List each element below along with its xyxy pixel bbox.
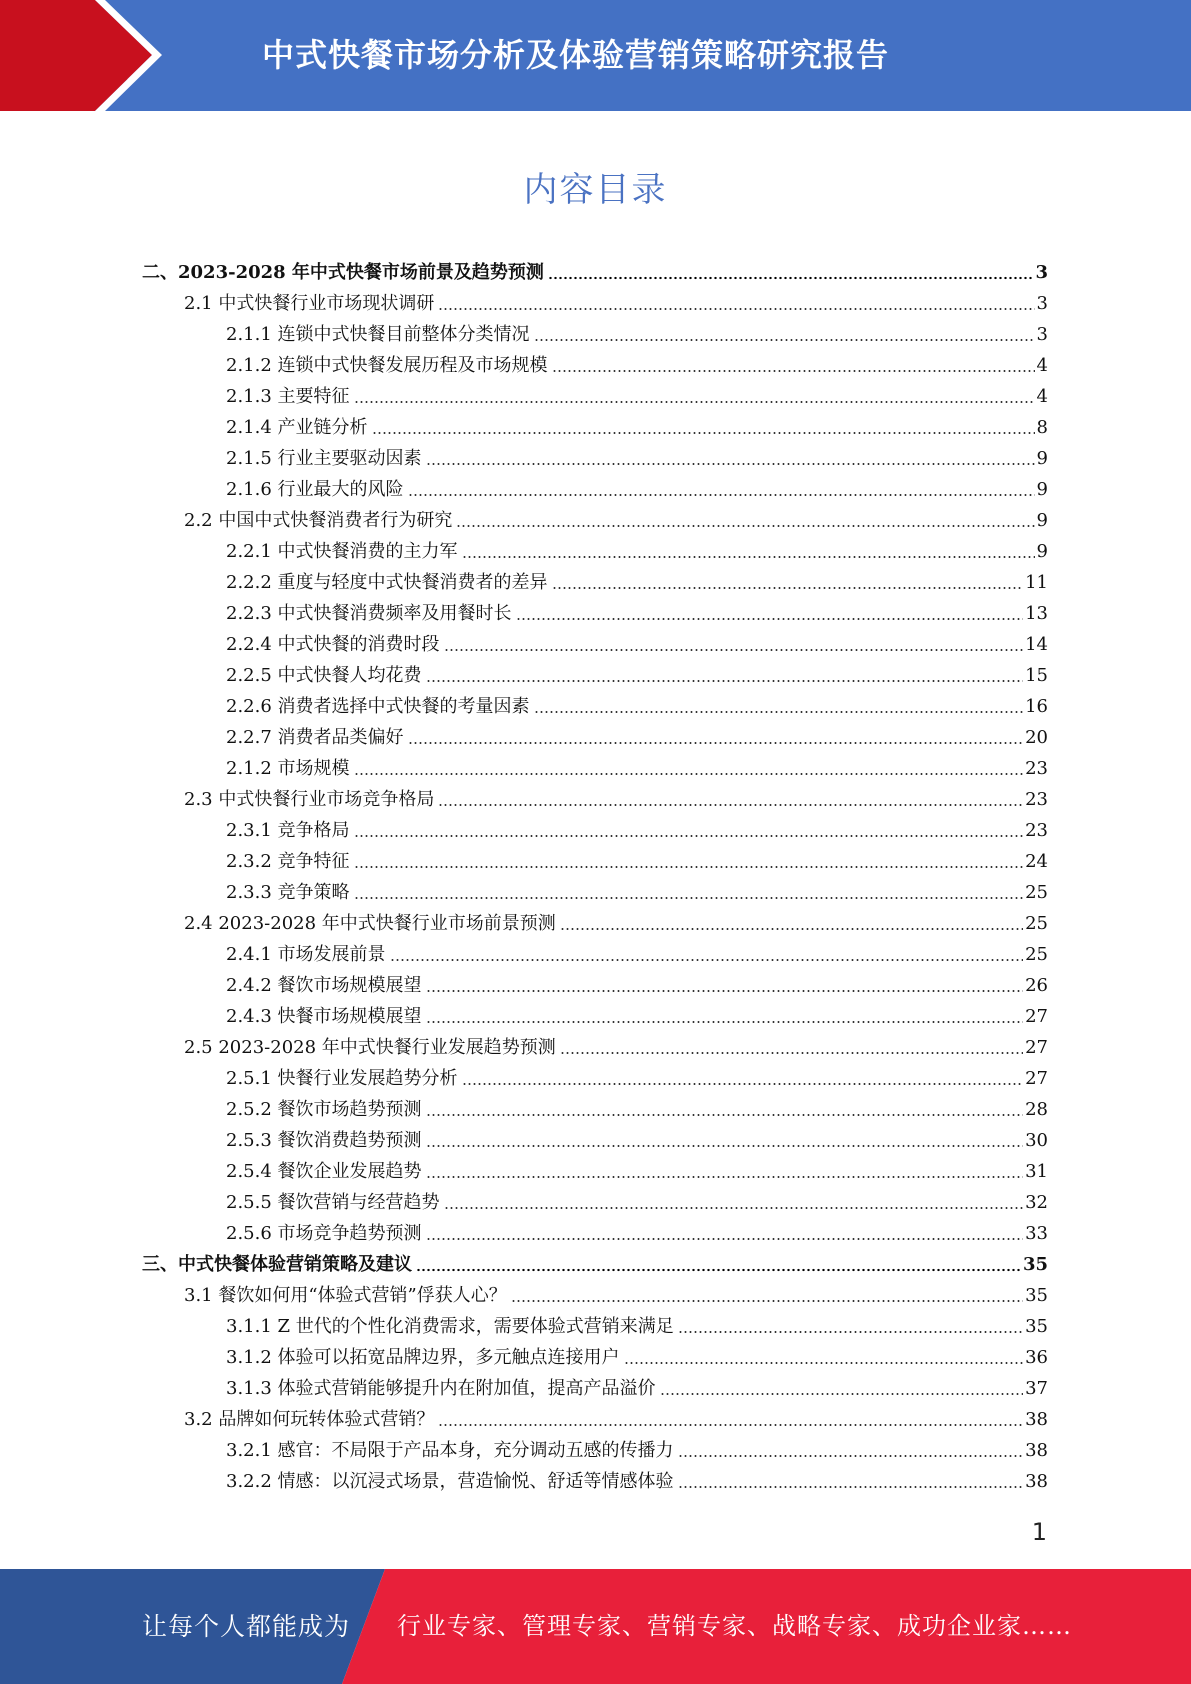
toc-entry[interactable] [226, 935, 1048, 966]
toc-entry[interactable] [226, 749, 1048, 780]
toc-entry-page: 3 [1036, 324, 1048, 345]
toc-entry-label: 2.5.1 快餐行业发展趋势分析 [226, 1068, 458, 1089]
toc-entry-label: 2.5.4 餐饮企业发展趋势 [226, 1161, 422, 1182]
toc-entry-page: 38 [1025, 1409, 1048, 1430]
toc-entry-label: 2.5 2023-2028 年中式快餐行业发展趋势预测 [184, 1037, 556, 1058]
toc-entry-page: 26 [1025, 975, 1048, 996]
toc-entry-label: 三、中式快餐体验营销策略及建议 [142, 1254, 412, 1275]
toc-entry[interactable] [226, 873, 1048, 904]
toc-entry-label: 二、2023-2028 年中式快餐市场前景及趋势预测 [142, 262, 544, 283]
toc-entry-label: 2.2.3 中式快餐消费频率及用餐时长 [226, 603, 512, 624]
toc-entry[interactable] [226, 594, 1048, 625]
toc-entry-page: 25 [1025, 913, 1048, 934]
toc-heading: 内容目录 [523, 170, 668, 210]
toc-entry-label: 2.1.6 行业最大的风险 [226, 479, 404, 500]
toc-entry-page: 25 [1025, 944, 1048, 965]
toc-entry-page: 4 [1036, 386, 1048, 407]
toc-entry-label: 2.1.1 连锁中式快餐目前整体分类情况 [226, 324, 530, 345]
toc-entry[interactable] [226, 315, 1048, 346]
toc-dot-leader [516, 617, 1024, 621]
toc-entry-label: 2.1.4 产业链分析 [226, 417, 368, 438]
toc-entry[interactable] [226, 1369, 1048, 1400]
toc-entry-page: 35 [1025, 1285, 1048, 1306]
toc-entry-label: 2.5.6 市场竞争趋势预测 [226, 1223, 422, 1244]
toc-entry[interactable] [226, 346, 1048, 377]
toc-dot-leader [354, 400, 1035, 404]
header-band [0, 0, 1191, 111]
toc-entry[interactable] [226, 377, 1048, 408]
toc-dot-leader [456, 524, 1034, 528]
toc-dot-leader [390, 958, 1024, 962]
toc-dot-leader [560, 927, 1023, 931]
toc-entry[interactable] [226, 470, 1048, 501]
toc-dot-leader [660, 1392, 1024, 1396]
toc-entry[interactable] [226, 811, 1048, 842]
toc-entry[interactable] [226, 1462, 1048, 1493]
toc-dot-leader [426, 679, 1024, 683]
toc-dot-leader [354, 896, 1024, 900]
toc-dot-leader [426, 1020, 1024, 1024]
toc-entry[interactable] [226, 439, 1048, 470]
toc-dot-leader [462, 555, 1035, 559]
toc-dot-leader [408, 493, 1035, 497]
toc-entry-page: 9 [1036, 541, 1048, 562]
toc-entry-label: 2.4.2 餐饮市场规模展望 [226, 975, 422, 996]
toc-entry[interactable] [184, 780, 1048, 811]
toc-dot-leader [534, 710, 1024, 714]
footer-band [0, 1569, 1191, 1684]
toc-entry[interactable] [226, 1214, 1048, 1245]
toc-entry-page: 24 [1025, 851, 1048, 872]
toc-entry[interactable] [226, 656, 1048, 687]
toc-entry-label: 2.3.3 竞争策略 [226, 882, 350, 903]
toc-entry-label: 2.4.3 快餐市场规模展望 [226, 1006, 422, 1027]
toc-entry[interactable] [226, 408, 1048, 439]
toc-entry-page: 23 [1025, 758, 1048, 779]
toc-entry-label: 2.2.1 中式快餐消费的主力军 [226, 541, 458, 562]
toc-dot-leader [678, 1485, 1024, 1489]
toc-entry-label: 2.1.5 行业主要驱动因素 [226, 448, 422, 469]
toc-entry-page: 15 [1025, 665, 1048, 686]
toc-dot-leader [560, 1051, 1023, 1055]
toc-entry-page: 3 [1036, 293, 1048, 314]
toc-entry-label: 2.4 2023-2028 年中式快餐行业市场前景预测 [184, 913, 556, 934]
toc-dot-leader [354, 772, 1024, 776]
toc-entry[interactable] [184, 501, 1048, 532]
toc-entry-page: 8 [1036, 417, 1048, 438]
footer-slogan-right: 行业专家、管理专家、营销专家、战略专家、成功企业家…… [397, 1612, 1072, 1640]
toc-dot-leader [416, 1268, 1021, 1272]
toc-entry-page: 4 [1036, 355, 1048, 376]
toc-entry-page: 32 [1025, 1192, 1048, 1213]
toc-entry-label: 2.3.1 竞争格局 [226, 820, 350, 841]
toc-entry-page: 3 [1035, 262, 1048, 283]
toc-dot-leader [511, 1299, 1023, 1303]
toc-entry-page: 9 [1036, 448, 1048, 469]
toc-entry[interactable] [184, 1400, 1048, 1431]
toc-entry-page: 23 [1025, 820, 1048, 841]
toc-entry[interactable] [142, 253, 1048, 284]
toc-dot-leader [678, 1330, 1023, 1334]
toc-entry-page: 20 [1025, 727, 1048, 748]
toc-entry[interactable] [226, 1121, 1048, 1152]
toc-entry[interactable] [184, 1276, 1048, 1307]
toc-dot-leader [624, 1361, 1024, 1365]
toc-entry-page: 37 [1025, 1378, 1048, 1399]
toc-entry-page: 38 [1025, 1440, 1048, 1461]
toc-dot-leader [444, 1206, 1024, 1210]
toc-entry[interactable] [184, 904, 1048, 935]
toc-dot-leader [438, 307, 1034, 311]
toc-entry[interactable] [184, 284, 1048, 315]
toc-entry[interactable] [226, 718, 1048, 749]
toc-dot-leader [408, 741, 1024, 745]
toc-entry-page: 33 [1025, 1223, 1048, 1244]
toc-entry[interactable] [226, 842, 1048, 873]
toc-dot-leader [438, 1423, 1023, 1427]
toc-entry[interactable] [226, 966, 1048, 997]
toc-entry-label: 3.1.2 体验可以拓宽品牌边界，多元触点连接用户 [226, 1347, 620, 1368]
toc-entry-label: 2.5.5 餐饮营销与经营趋势 [226, 1192, 440, 1213]
toc-dot-leader [462, 1082, 1024, 1086]
toc-entry-label: 2.2 中国中式快餐消费者行为研究 [184, 510, 453, 531]
toc-entry[interactable] [226, 532, 1048, 563]
toc-entry[interactable] [226, 1059, 1048, 1090]
toc-entry-page: 38 [1025, 1471, 1048, 1492]
page-number: 1 [1031, 1518, 1047, 1546]
toc-dot-leader [552, 586, 1024, 590]
toc-entry-page: 31 [1025, 1161, 1048, 1182]
toc-entry[interactable] [226, 625, 1048, 656]
toc-entry[interactable] [226, 1307, 1048, 1338]
toc-dot-leader [354, 865, 1024, 869]
toc-entry-label: 2.5.3 餐饮消费趋势预测 [226, 1130, 422, 1151]
toc-entry-label: 2.2.7 消费者品类偏好 [226, 727, 404, 748]
toc-entry[interactable] [226, 1183, 1048, 1214]
toc-entry-page: 27 [1025, 1068, 1048, 1089]
toc-dot-leader [438, 803, 1023, 807]
toc-entry-page: 35 [1025, 1316, 1048, 1337]
toc-entry-page: 27 [1025, 1037, 1048, 1058]
toc-dot-leader [548, 276, 1034, 280]
toc-entry[interactable] [226, 687, 1048, 718]
toc-entry-page: 11 [1025, 572, 1048, 593]
toc-entry-page: 30 [1025, 1130, 1048, 1151]
toc-entry-page: 35 [1022, 1254, 1048, 1275]
toc-entry-page: 14 [1025, 634, 1048, 655]
toc-entry-label: 3.1 餐饮如何用“体验式营销”俘获人心？ [184, 1285, 507, 1306]
header-arrow-decoration [0, 0, 260, 111]
toc-dot-leader [426, 462, 1035, 466]
toc-dot-leader [534, 338, 1035, 342]
toc-dot-leader [444, 648, 1024, 652]
report-title: 中式快餐市场分析及体验营销策略研究报告 [262, 36, 890, 74]
toc-entry-label: 2.3 中式快餐行业市场竞争格局 [184, 789, 435, 810]
toc-entry-label: 2.2.2 重度与轻度中式快餐消费者的差异 [226, 572, 548, 593]
toc-entry-page: 36 [1025, 1347, 1048, 1368]
toc-entry[interactable] [226, 1152, 1048, 1183]
toc-entry[interactable] [226, 1338, 1048, 1369]
toc-entry-page: 25 [1025, 882, 1048, 903]
toc-dot-leader [354, 834, 1024, 838]
toc-entry-label: 2.2.4 中式快餐的消费时段 [226, 634, 440, 655]
toc-entry-page: 9 [1036, 479, 1048, 500]
toc-entry-label: 2.1.2 市场规模 [226, 758, 350, 779]
toc-dot-leader [678, 1454, 1024, 1458]
toc-entry-label: 3.2.2 情感：以沉浸式场景，营造愉悦、舒适等情感体验 [226, 1471, 674, 1492]
toc-entry-label: 2.4.1 市场发展前景 [226, 944, 386, 965]
toc-entry[interactable] [226, 563, 1048, 594]
toc-entry-label: 3.2.1 感官：不局限于产品本身，充分调动五感的传播力 [226, 1440, 674, 1461]
toc-entry-page: 9 [1036, 510, 1048, 531]
toc-entry-label: 2.2.6 消费者选择中式快餐的考量因素 [226, 696, 530, 717]
toc-entry-label: 2.3.2 竞争特征 [226, 851, 350, 872]
toc-entry-page: 16 [1025, 696, 1048, 717]
toc-dot-leader [426, 1144, 1024, 1148]
toc-entry-page: 28 [1025, 1099, 1048, 1120]
toc-entry[interactable] [226, 997, 1048, 1028]
toc-dot-leader [426, 989, 1024, 993]
toc-entry[interactable] [226, 1431, 1048, 1462]
toc-entry-label: 3.2 品牌如何玩转体验式营销？ [184, 1409, 435, 1430]
toc-entry[interactable] [184, 1028, 1048, 1059]
toc-entry-page: 13 [1025, 603, 1048, 624]
toc-dot-leader [372, 431, 1035, 435]
toc-entry-label: 2.1.2 连锁中式快餐发展历程及市场规模 [226, 355, 548, 376]
toc-entry-label: 2.2.5 中式快餐人均花费 [226, 665, 422, 686]
toc-entry-label: 3.1.3 体验式营销能够提升内在附加值，提高产品溢价 [226, 1378, 656, 1399]
toc-dot-leader [426, 1237, 1024, 1241]
toc-entry[interactable] [142, 1245, 1048, 1276]
toc-dot-leader [426, 1113, 1024, 1117]
toc-entry-label: 2.1 中式快餐行业市场现状调研 [184, 293, 435, 314]
toc-entry-label: 3.1.1 Z 世代的个性化消费需求，需要体验式营销来满足 [226, 1316, 674, 1337]
toc-dot-leader [552, 369, 1035, 373]
toc-entry-page: 23 [1025, 789, 1048, 810]
toc-entry-label: 2.5.2 餐饮市场趋势预测 [226, 1099, 422, 1120]
toc-dot-leader [426, 1175, 1024, 1179]
toc-entry[interactable] [226, 1090, 1048, 1121]
footer-slogan-left: 让每个人都能成为 [142, 1612, 351, 1641]
toc-entry-page: 27 [1025, 1006, 1048, 1027]
toc-entry-label: 2.1.3 主要特征 [226, 386, 350, 407]
